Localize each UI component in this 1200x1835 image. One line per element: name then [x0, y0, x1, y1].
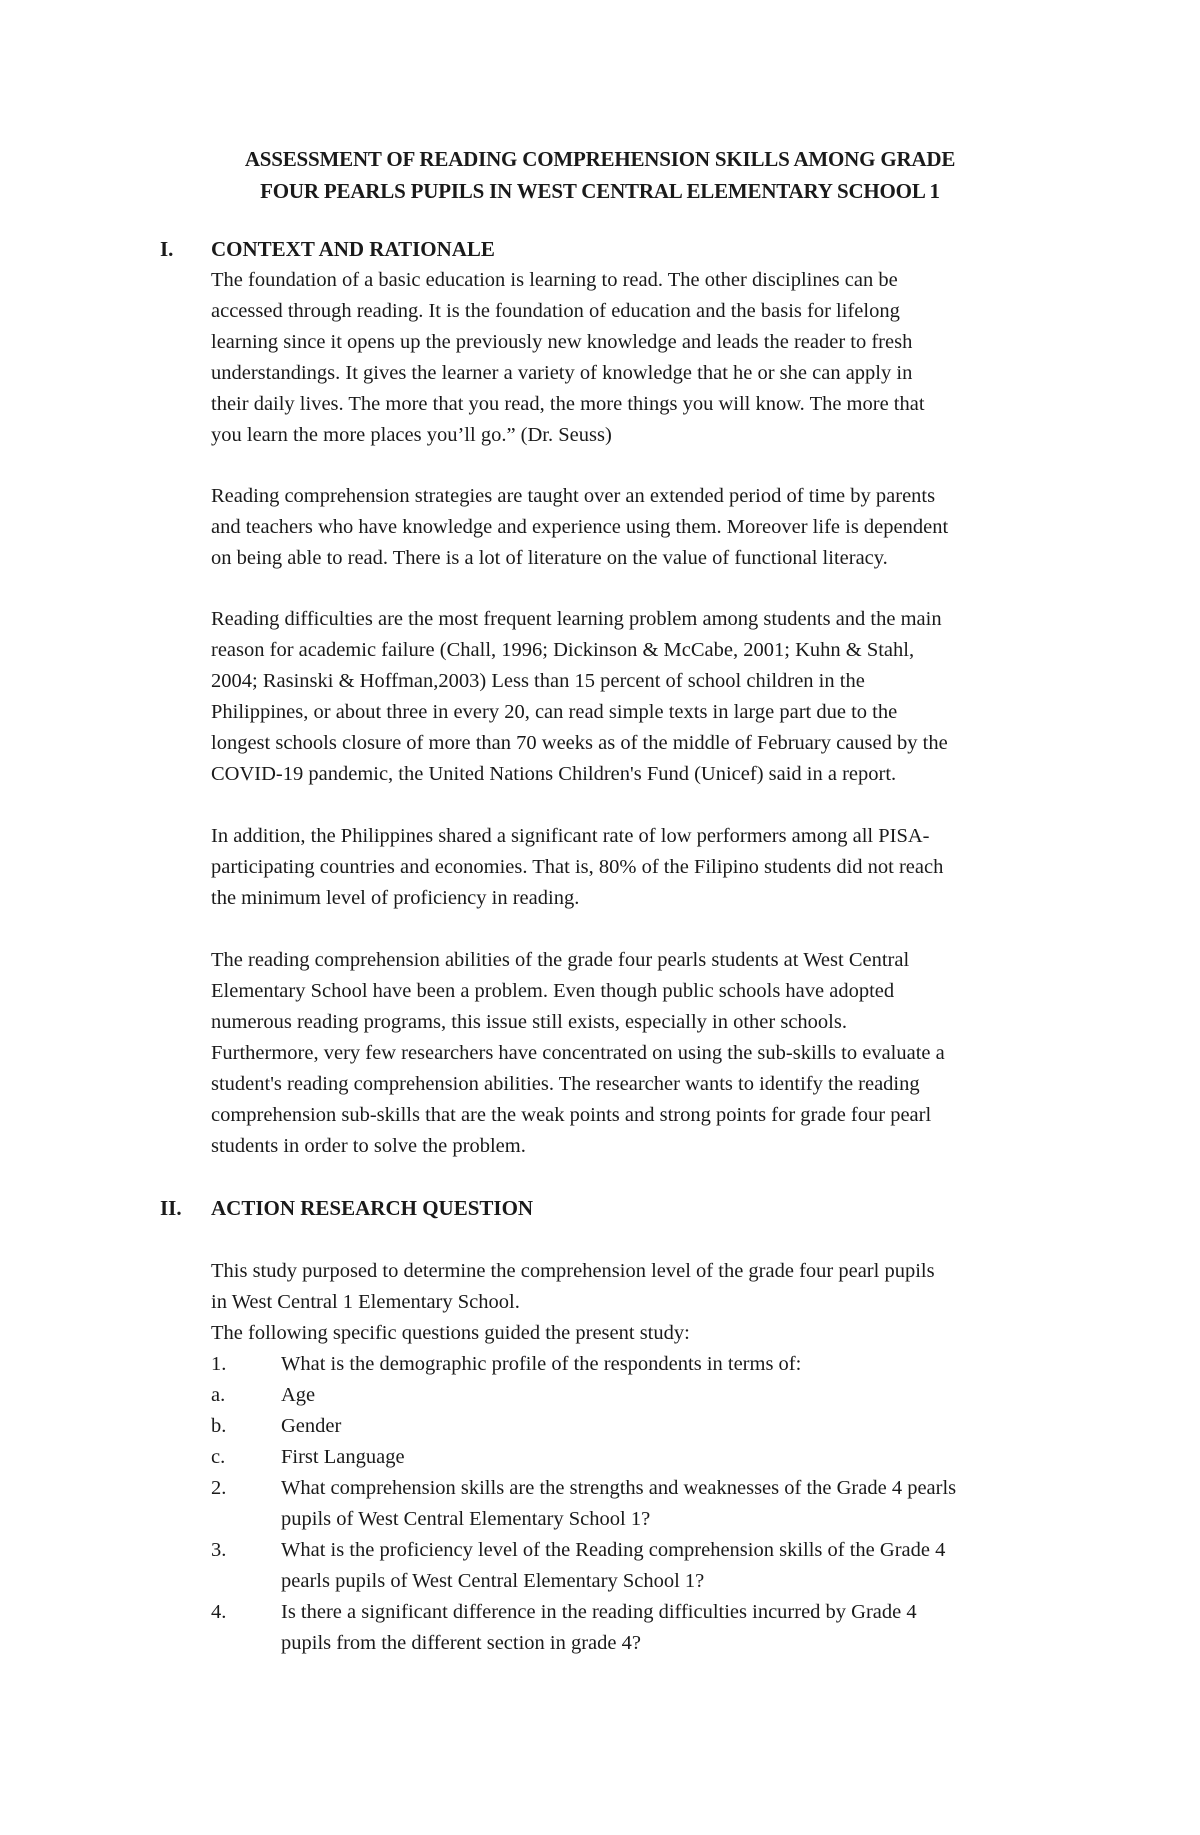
- text-line: on being able to read. There is a lot of literature on the value of functional literacy.: [211, 547, 888, 569]
- list-marker: 2.: [211, 1477, 227, 1499]
- text-line: student's reading comprehension abilities. The researcher wants to identify the reading: [211, 1073, 920, 1095]
- text-line: numerous reading programs, this issue still exists, especially in other schools.: [211, 1011, 847, 1033]
- paragraph-context-4: [211, 821, 1091, 914]
- paragraph-context-3: [211, 604, 1091, 790]
- text-line: This study purposed to determine the comprehension level of the grade four pearl pupils: [211, 1260, 935, 1282]
- section-2-numeral: II.: [160, 1196, 182, 1220]
- text-line: The foundation of a basic education is learning to read. The other disciplines can be: [211, 269, 898, 291]
- title-line-2: FOUR PEARLS PUPILS IN WEST CENTRAL ELEMENTARY SCHOOL 1: [260, 179, 940, 203]
- text-line: Reading comprehension strategies are taught over an extended period of time by parents: [211, 485, 936, 507]
- list-item-text: What is the proficiency level of the Reading comprehension skills of the Grade 4: [281, 1539, 946, 1561]
- text-line: Furthermore, very few researchers have concentrated on using the sub-skills to evaluate a: [211, 1042, 945, 1064]
- paragraph-context-2: [211, 481, 1091, 574]
- list-item-text: First Language: [281, 1446, 405, 1468]
- text-line: accessed through reading. It is the foundation of education and the basis for lifelong: [211, 300, 900, 322]
- text-line: you learn the more places you’ll go.” (Dr. Seuss): [211, 424, 612, 446]
- list-item: [211, 1535, 1091, 1597]
- text-line: 2004; Rasinski & Hoffman,2003) Less than 15 percent of school children in the: [211, 670, 865, 692]
- text-line: Reading difficulties are the most frequent learning problem among students and the main: [211, 608, 942, 630]
- paragraph-context-5: [211, 945, 1091, 1162]
- text-line: Elementary School have been a problem. Even though public schools have adopted: [211, 980, 895, 1002]
- text-line: in West Central 1 Elementary School.: [211, 1291, 520, 1313]
- list-item: [211, 1349, 1091, 1380]
- text-line: In addition, the Philippines shared a significant rate of low performers among all PISA-: [211, 825, 930, 847]
- list-marker: c.: [211, 1446, 226, 1468]
- list-item-text: pearls pupils of West Central Elementary School 1?: [281, 1570, 705, 1592]
- text-line: students in order to solve the problem.: [211, 1135, 526, 1157]
- text-line: Philippines, or about three in every 20, can read simple texts in large part due to the: [211, 701, 898, 723]
- text-line: participating countries and economies. That is, 80% of the Filipino students did not reach: [211, 856, 944, 878]
- paragraph-context-1: [211, 265, 1091, 451]
- text-line: reason for academic failure (Chall, 1996; Dickinson & McCabe, 2001; Kuhn & Stahl,: [211, 639, 915, 661]
- list-item: [211, 1380, 1091, 1411]
- list-item: [211, 1597, 1091, 1659]
- list-marker: 4.: [211, 1601, 227, 1623]
- list-marker: 3.: [211, 1539, 227, 1561]
- list-item: [211, 1473, 1091, 1535]
- list-item-text: What comprehension skills are the strengths and weaknesses of the Grade 4 pearls: [281, 1477, 957, 1499]
- text-line: The reading comprehension abilities of the grade four pearls students at West Central: [211, 949, 910, 971]
- list-item: [211, 1442, 1091, 1473]
- list-item-text: pupils from the different section in grade 4?: [281, 1632, 641, 1654]
- list-item-text: Gender: [281, 1415, 342, 1437]
- text-line: The following specific questions guided the present study:: [211, 1322, 690, 1344]
- section-2-heading: ACTION RESEARCH QUESTION: [211, 1196, 534, 1220]
- text-line: COVID-19 pandemic, the United Nations Children's Fund (Unicef) said in a report.: [211, 763, 897, 785]
- text-line: learning since it opens up the previously new knowledge and leads the reader to fresh: [211, 331, 913, 353]
- text-line: and teachers who have knowledge and experience using them. Moreover life is dependent: [211, 516, 949, 538]
- text-line: the minimum level of proficiency in reading.: [211, 887, 580, 909]
- paragraph-research-intro: [211, 1256, 1091, 1349]
- list-item-text: What is the demographic profile of the respondents in terms of:: [281, 1353, 802, 1375]
- list-marker: a.: [211, 1384, 226, 1406]
- list-item: [211, 1411, 1091, 1442]
- list-marker: 1.: [211, 1353, 227, 1375]
- document-title: [150, 143, 1050, 207]
- list-item-text: Is there a significant difference in the reading difficulties incurred by Grade 4: [281, 1601, 917, 1623]
- list-item-text: pupils of West Central Elementary School 1?: [281, 1508, 651, 1530]
- text-line: their daily lives. The more that you read, the more things you will know. The more that: [211, 393, 925, 415]
- list-marker: b.: [211, 1415, 227, 1437]
- list-item-text: Age: [281, 1384, 316, 1406]
- section-1-heading: CONTEXT AND RATIONALE: [211, 237, 495, 261]
- text-line: longest schools closure of more than 70 weeks as of the middle of February caused by the: [211, 732, 948, 754]
- section-1-numeral: I.: [160, 237, 174, 261]
- text-line: understandings. It gives the learner a variety of knowledge that he or she can apply in: [211, 362, 913, 384]
- text-line: comprehension sub-skills that are the weak points and strong points for grade four pearl: [211, 1104, 932, 1126]
- research-questions-list: [211, 1349, 1091, 1659]
- title-line-1: ASSESSMENT OF READING COMPREHENSION SKILLS AMONG GRADE: [244, 147, 956, 171]
